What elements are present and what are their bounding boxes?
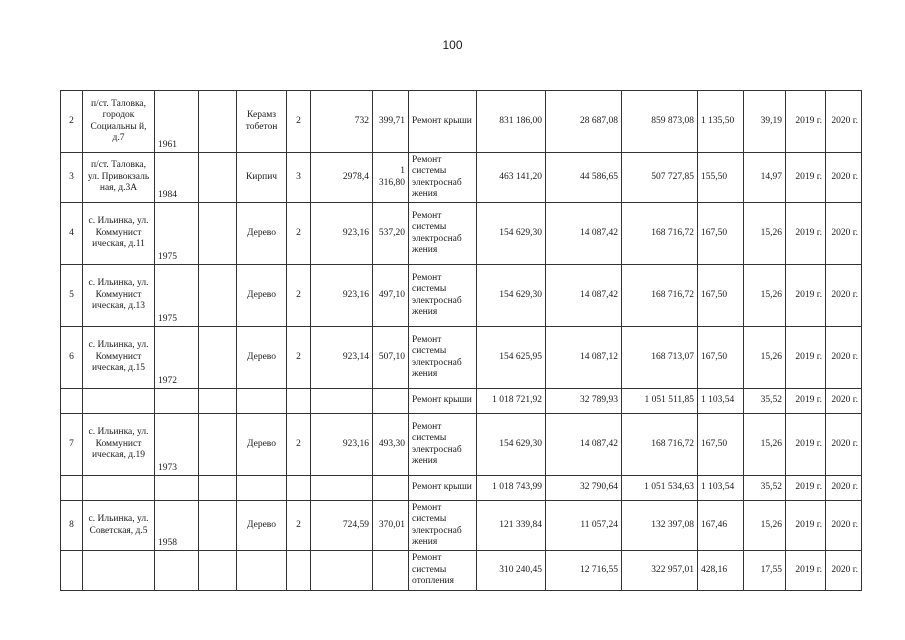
address-cell: [83, 389, 155, 414]
blank-cell: [199, 91, 237, 153]
blank-cell: [199, 551, 237, 591]
total-cost-cell: 168 713,07: [622, 327, 698, 389]
start-year-cell: 2019 г.: [786, 153, 826, 203]
cost-cell: 154 625,95: [477, 327, 546, 389]
floors-cell: [287, 476, 311, 501]
limit-cost-cell: 17,55: [744, 551, 786, 591]
end-year-cell: 2020 г.: [826, 203, 862, 265]
work-type-cell: Ремонт системы электроснаб жения: [409, 501, 477, 551]
limit-cost-cell: 15,26: [744, 265, 786, 327]
total-cost-cell: 168 716,72: [622, 265, 698, 327]
work-type-cell: Ремонт системы электроснаб жения: [409, 203, 477, 265]
unit-cost-cell: 167,50: [698, 265, 744, 327]
living-area-cell: 370,01: [373, 501, 409, 551]
extra-cost-cell: 28 687,08: [546, 91, 622, 153]
unit-cost-cell: 167,50: [698, 327, 744, 389]
extra-cost-cell: 14 087,42: [546, 414, 622, 476]
unit-cost-cell: 1 103,54: [698, 476, 744, 501]
year-built-cell: 1958: [155, 501, 199, 551]
wall-material-cell: [237, 389, 287, 414]
limit-cost-cell: 15,26: [744, 327, 786, 389]
end-year-cell: 2020 г.: [826, 389, 862, 414]
row-number: 3: [61, 153, 83, 203]
unit-cost-cell: 428,16: [698, 551, 744, 591]
total-cost-cell: 507 727,85: [622, 153, 698, 203]
limit-cost-cell: 15,26: [744, 501, 786, 551]
total-area-cell: 923,16: [311, 265, 373, 327]
extra-cost-cell: 14 087,42: [546, 265, 622, 327]
work-type-cell: Ремонт системы электроснаб жения: [409, 153, 477, 203]
page-number: 100: [442, 38, 463, 52]
limit-cost-cell: 15,26: [744, 203, 786, 265]
end-year-cell: 2020 г.: [826, 501, 862, 551]
row-number: [61, 476, 83, 501]
wall-material-cell: Дерево: [237, 327, 287, 389]
end-year-cell: 2020 г.: [826, 551, 862, 591]
living-area-cell: 537,20: [373, 203, 409, 265]
floors-cell: 2: [287, 91, 311, 153]
limit-cost-cell: 39,19: [744, 91, 786, 153]
cost-cell: 463 141,20: [477, 153, 546, 203]
blank-cell: [199, 203, 237, 265]
repair-plan-table: [60, 90, 862, 591]
start-year-cell: 2019 г.: [786, 327, 826, 389]
table-body: [61, 91, 862, 591]
address-cell: с. Ильинка, ул. Коммунист ическая, д.19: [83, 414, 155, 476]
year-built-cell: 1972: [155, 327, 199, 389]
blank-cell: [199, 265, 237, 327]
blank-cell: [199, 389, 237, 414]
living-area-cell: 399,71: [373, 91, 409, 153]
unit-cost-cell: 155,50: [698, 153, 744, 203]
living-area-cell: 507,10: [373, 327, 409, 389]
work-type-cell: Ремонт крыши: [409, 476, 477, 501]
address-cell: с. Ильинка, ул. Советская, д.5: [83, 501, 155, 551]
work-type-cell: Ремонт системы электроснаб жения: [409, 327, 477, 389]
wall-material-cell: Дерево: [237, 414, 287, 476]
living-area-cell: [373, 476, 409, 501]
end-year-cell: 2020 г.: [826, 327, 862, 389]
table-row: [61, 476, 862, 501]
cost-cell: 154 629,30: [477, 414, 546, 476]
floors-cell: [287, 551, 311, 591]
total-area-cell: 732: [311, 91, 373, 153]
total-area-cell: 923,16: [311, 203, 373, 265]
unit-cost-cell: 1 135,50: [698, 91, 744, 153]
address-cell: п/ст. Таловка, городок Социальны й, д.7: [83, 91, 155, 153]
wall-material-cell: [237, 551, 287, 591]
row-number: 2: [61, 91, 83, 153]
total-area-cell: [311, 476, 373, 501]
cost-cell: 154 629,30: [477, 265, 546, 327]
year-built-cell: 1973: [155, 414, 199, 476]
blank-cell: [199, 327, 237, 389]
blank-cell: [199, 476, 237, 501]
living-area-cell: 493,30: [373, 414, 409, 476]
work-type-cell: Ремонт системы отопления: [409, 551, 477, 591]
cost-cell: 1 018 743,99: [477, 476, 546, 501]
work-type-cell: Ремонт системы электроснаб жения: [409, 414, 477, 476]
end-year-cell: 2020 г.: [826, 476, 862, 501]
total-cost-cell: 168 716,72: [622, 203, 698, 265]
wall-material-cell: Дерево: [237, 501, 287, 551]
address-cell: п/ст. Таловка, ул. Привокзаль ная, д.3А: [83, 153, 155, 203]
table-row: [61, 153, 862, 203]
year-built-cell: [155, 389, 199, 414]
start-year-cell: 2019 г.: [786, 414, 826, 476]
cost-cell: 121 339,84: [477, 501, 546, 551]
living-area-cell: [373, 389, 409, 414]
year-built-cell: [155, 476, 199, 501]
floors-cell: 2: [287, 327, 311, 389]
row-number: [61, 551, 83, 591]
year-built-cell: 1975: [155, 203, 199, 265]
address-cell: с. Ильинка, ул. Коммунист ическая, д.11: [83, 203, 155, 265]
wall-material-cell: Дерево: [237, 265, 287, 327]
extra-cost-cell: 14 087,42: [546, 203, 622, 265]
wall-material-cell: Дерево: [237, 203, 287, 265]
wall-material-cell: Кирпич: [237, 153, 287, 203]
extra-cost-cell: 32 789,93: [546, 389, 622, 414]
total-cost-cell: 859 873,08: [622, 91, 698, 153]
year-built-cell: [155, 551, 199, 591]
total-area-cell: 923,16: [311, 414, 373, 476]
wall-material-cell: [237, 476, 287, 501]
total-cost-cell: 322 957,01: [622, 551, 698, 591]
floors-cell: 2: [287, 501, 311, 551]
row-number: 8: [61, 501, 83, 551]
start-year-cell: 2019 г.: [786, 501, 826, 551]
blank-cell: [199, 414, 237, 476]
wall-material-cell: Керамз тобетон: [237, 91, 287, 153]
start-year-cell: 2019 г.: [786, 389, 826, 414]
end-year-cell: 2020 г.: [826, 265, 862, 327]
total-cost-cell: 1 051 534,63: [622, 476, 698, 501]
limit-cost-cell: 35,52: [744, 389, 786, 414]
total-area-cell: 2978,4: [311, 153, 373, 203]
total-cost-cell: 1 051 511,85: [622, 389, 698, 414]
living-area-cell: 497,10: [373, 265, 409, 327]
start-year-cell: 2019 г.: [786, 203, 826, 265]
row-number: 5: [61, 265, 83, 327]
unit-cost-cell: 167,50: [698, 414, 744, 476]
end-year-cell: 2020 г.: [826, 91, 862, 153]
work-type-cell: Ремонт системы электроснаб жения: [409, 265, 477, 327]
floors-cell: 2: [287, 414, 311, 476]
table-row: [61, 551, 862, 591]
extra-cost-cell: 14 087,12: [546, 327, 622, 389]
table-row: [61, 327, 862, 389]
extra-cost-cell: 44 586,65: [546, 153, 622, 203]
blank-cell: [199, 153, 237, 203]
table-row: [61, 501, 862, 551]
unit-cost-cell: 167,50: [698, 203, 744, 265]
living-area-cell: [373, 551, 409, 591]
floors-cell: 3: [287, 153, 311, 203]
year-built-cell: 1961: [155, 91, 199, 153]
address-cell: [83, 551, 155, 591]
start-year-cell: 2019 г.: [786, 476, 826, 501]
extra-cost-cell: 12 716,55: [546, 551, 622, 591]
start-year-cell: 2019 г.: [786, 551, 826, 591]
total-cost-cell: 132 397,08: [622, 501, 698, 551]
blank-cell: [199, 501, 237, 551]
cost-cell: 310 240,45: [477, 551, 546, 591]
work-type-cell: Ремонт крыши: [409, 91, 477, 153]
address-cell: с. Ильинка, ул. Коммунист ическая, д.15: [83, 327, 155, 389]
cost-cell: 154 629,30: [477, 203, 546, 265]
row-number: 4: [61, 203, 83, 265]
floors-cell: 2: [287, 203, 311, 265]
total-area-cell: [311, 551, 373, 591]
start-year-cell: 2019 г.: [786, 265, 826, 327]
address-cell: с. Ильинка, ул. Коммунист ическая, д.13: [83, 265, 155, 327]
work-type-cell: Ремонт крыши: [409, 389, 477, 414]
row-number: [61, 389, 83, 414]
extra-cost-cell: 11 057,24: [546, 501, 622, 551]
row-number: 6: [61, 327, 83, 389]
address-cell: [83, 476, 155, 501]
total-cost-cell: 168 716,72: [622, 414, 698, 476]
living-area-cell: 1 316,80: [373, 153, 409, 203]
table-row: [61, 389, 862, 414]
floors-cell: [287, 389, 311, 414]
limit-cost-cell: 35,52: [744, 476, 786, 501]
row-number: 7: [61, 414, 83, 476]
total-area-cell: [311, 389, 373, 414]
cost-cell: 831 186,00: [477, 91, 546, 153]
table-row: [61, 265, 862, 327]
limit-cost-cell: 14,97: [744, 153, 786, 203]
start-year-cell: 2019 г.: [786, 91, 826, 153]
end-year-cell: 2020 г.: [826, 414, 862, 476]
unit-cost-cell: 1 103,54: [698, 389, 744, 414]
total-area-cell: 724,59: [311, 501, 373, 551]
table-row: [61, 91, 862, 153]
limit-cost-cell: 15,26: [744, 414, 786, 476]
floors-cell: 2: [287, 265, 311, 327]
end-year-cell: 2020 г.: [826, 153, 862, 203]
cost-cell: 1 018 721,92: [477, 389, 546, 414]
year-built-cell: 1984: [155, 153, 199, 203]
table-row: [61, 414, 862, 476]
extra-cost-cell: 32 790,64: [546, 476, 622, 501]
table-row: [61, 203, 862, 265]
total-area-cell: 923,14: [311, 327, 373, 389]
year-built-cell: 1975: [155, 265, 199, 327]
unit-cost-cell: 167,46: [698, 501, 744, 551]
